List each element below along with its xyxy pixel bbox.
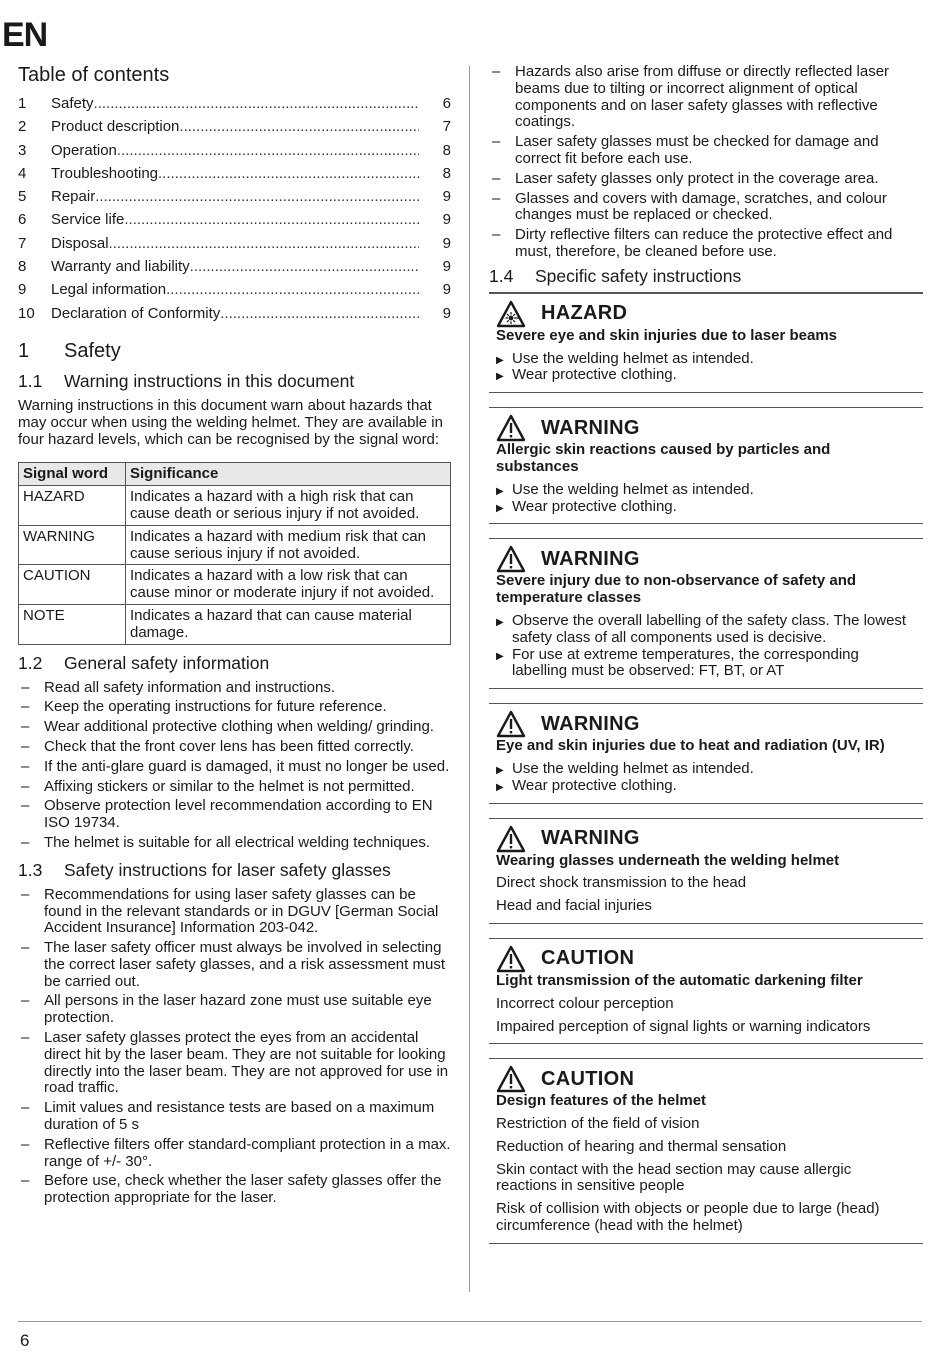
action-item: ▶ Use the welding helmet as intended. [496,761,916,778]
action-item: ▶ Use the welding helmet as intended. [496,351,916,368]
toc-item[interactable] [18,142,451,165]
table-row [19,486,451,526]
subsection-number: 1.1 [18,370,43,391]
toc-item-page: 6 [442,95,451,112]
toc-item[interactable] [18,165,451,188]
language-code: EN [2,16,48,54]
consequence-text: Impaired perception of signal lights or warning indicators [496,1017,871,1035]
toc-leader-dots [95,188,419,205]
consequence-text: Restriction of the field of vision [496,1115,700,1133]
subsection-heading [18,860,451,881]
table-cell: Indicates a hazard with a high risk that can cause death or serious injury if not avoided. [126,486,451,526]
consequence-text: Direct shock transmission to the head [496,874,747,892]
action-item: ▶ Wear protective clothing. [496,367,916,384]
warning-box [489,818,923,924]
toc-item-number: 3 [18,141,27,159]
toc-item-number: 6 [18,211,27,229]
table-header-row [19,463,451,486]
subsection-title: General safety information [64,652,270,673]
right-column [489,62,923,1258]
hazard-subtitle: Wearing glasses underneath the welding helmet [496,851,840,869]
toc-leader-dots [117,142,419,159]
toc-item[interactable] [18,118,451,141]
toc-item-label: Operation [51,141,117,159]
action-item: ▶ Wear protective clothing. [496,499,916,516]
laser-warning-icon [496,300,526,328]
list-item: – If the anti-glare guard is damaged, it must no longer be used. [18,759,451,776]
action-item: ▶ Observe the overall labelling of the safety class. The lowest safety class of all components used is decisive. [496,613,916,647]
toc-item-number: 9 [18,281,27,299]
table-row [19,604,451,644]
action-item: ▶ Wear protective clothing. [496,778,916,795]
signal-word: CAUTION [541,1067,635,1090]
signal-word: WARNING [541,712,640,735]
toc-item-page: 9 [442,281,451,299]
toc-leader-dots [190,258,419,275]
toc-list [18,95,451,328]
warning-box [489,703,923,803]
list-item: – Recommendations for using laser safety glasses can be found in the relevant standards or in DGUV [German Social Accident Insurance] Information 203-042. [18,887,451,937]
consequence-text: Skin contact with the head section may cause allergic reactions in sensitive people [496,1160,852,1195]
toc-item-page: 8 [442,141,451,159]
consequence-text: Reduction of hearing and thermal sensation [496,1137,787,1155]
action-list [496,761,916,795]
table-cell: Indicates a hazard that can cause material damage. [126,604,451,644]
toc-item[interactable] [18,258,451,281]
list-item: – Observe protection level recommendation according to EN ISO 19734. [18,798,451,832]
list-item: – Limit values and resistance tests are based on a maximum duration of 5 s [18,1100,451,1134]
toc-leader-dots [166,281,419,298]
box-header [496,825,916,853]
toc-item-label: Declaration of Conformity [51,304,221,322]
signal-word: WARNING [541,827,640,850]
signal-word: HAZARD [541,302,628,325]
table-cell: WARNING [19,525,126,565]
consequence-text: Risk of collision with objects or people due to large (head) circumference (head with the helmet) [496,1200,880,1235]
signal-word-table [18,462,451,644]
hazard-subtitle: Eye and skin injuries due to heat and radiation (UV, IR) [496,737,885,755]
list-item: – Laser safety glasses protect the eyes from an accidental direct hit by the laser beam. They are not suitable for looking directly into the laser beam. They are not approved for use in road traffic. [18,1030,451,1097]
toc-item-number: 2 [18,118,27,136]
caution-box [489,938,923,1044]
warning-triangle-icon [496,945,526,973]
toc-title: Table of contents [18,64,170,86]
list-item: – Hazards also arise from diffuse or directly reflected laser beams due to tilting or incorrect alignment of optical components and on laser safety glasses with reflective coatings. [489,64,923,131]
toc-item-number: 4 [18,164,27,182]
section-title: Safety [64,339,121,362]
warning-box [489,538,923,689]
box-header [496,1065,916,1093]
toc-leader-dots [158,165,419,182]
list-item: – The helmet is suitable for all electrical welding techniques. [18,835,451,852]
toc-item[interactable] [18,281,451,304]
subsection-title: Warning instructions in this document [64,370,355,391]
table-header-cell: Significance [126,463,451,486]
table-header-cell: Signal word [19,463,126,486]
list-item: – Reflective filters offer standard-compliant protection in a max. range of +/- 30°. [18,1137,451,1171]
table-cell: Indicates a hazard with a low risk that can cause minor or moderate injury if not avoided. [126,565,451,605]
table-row [19,565,451,605]
list-item: – Check that the front cover lens has been fitted correctly. [18,739,451,756]
hazard-subtitle: Design features of the helmet [496,1092,707,1110]
toc-item-label: Troubleshooting [51,164,159,182]
subsection-number: 1.4 [489,265,514,286]
warning-box [489,407,923,524]
toc-item-label: Legal information [51,281,167,299]
action-item: ▶ For use at extreme temperatures, the corresponding labelling must be observed: FT, BT, or AT [496,647,916,681]
toc-item-label: Disposal [51,234,109,252]
consequence-text: Head and facial injuries [496,897,652,915]
toc-leader-dots [220,305,419,322]
action-list [496,482,916,516]
action-list [496,613,916,680]
toc-item-number: 1 [18,95,27,112]
toc-item-label: Service life [51,211,125,229]
hazard-subtitle: Light transmission of the automatic darkening filter [496,971,863,989]
intro-paragraph: Warning instructions in this document warn about hazards that may occur when using the welding helmet. They are available in four hazard levels, which can be recognised by the signal word: [18,396,443,448]
toc-item-label: Warranty and liability [51,258,190,276]
section-number: 1 [18,339,30,362]
toc-leader-dots [124,211,419,228]
left-column [18,62,451,1210]
laser-safety-list [18,887,451,1207]
box-header [496,300,916,328]
toc-item[interactable] [18,95,451,118]
warning-triangle-icon [496,545,526,573]
list-item: – Dirty reflective filters can reduce the protective effect and must, therefore, be cleaned before use. [489,227,923,261]
hazard-subtitle: Severe eye and skin injuries due to laser beams [496,326,837,344]
table-cell: Indicates a hazard with medium risk that can cause serious injury if not avoided. [126,525,451,565]
list-item: – Keep the operating instructions for future reference. [18,699,451,716]
list-item: – The laser safety officer must always be involved in selecting the correct laser safety glasses, and a risk assessment must be carried out. [18,940,451,990]
warning-triangle-icon [496,1065,526,1093]
subsection-heading [18,371,451,392]
hazard-box [489,292,923,393]
hazard-subtitle: Allergic skin reactions caused by particles and substances [496,441,831,475]
toc-item-page: 9 [442,211,451,229]
page-number: 6 [20,1331,30,1350]
toc-item-number: 7 [18,234,27,252]
subsection-number: 1.3 [18,859,43,880]
toc-item-number: 10 [18,304,35,322]
subsection-heading [18,653,451,674]
toc-item-label: Safety [51,95,94,112]
list-item: – Affixing stickers or similar to the helmet is not permitted. [18,779,451,796]
general-safety-list [18,680,451,852]
list-item: – Glasses and covers with damage, scratches, and colour changes must be replaced or checked. [489,191,923,225]
consequence-text: Incorrect colour perception [496,994,674,1012]
toc-item-page: 8 [442,164,451,182]
toc-item-page: 7 [442,118,451,136]
table-cell: NOTE [19,604,126,644]
toc-item-label: Repair [51,188,96,206]
subsection-title: Safety instructions for laser safety glasses [64,859,391,880]
signal-word: WARNING [541,416,640,439]
list-item: – All persons in the laser hazard zone must use suitable eye protection. [18,993,451,1027]
box-header [496,545,916,573]
hazard-subtitle: Severe injury due to non-observance of safety and temperature classes [496,572,857,607]
box-header [496,414,916,442]
box-header [496,710,916,738]
subsection-number: 1.2 [18,652,43,673]
toc-item[interactable] [18,211,451,234]
table-row [19,525,451,565]
toc-item-number: 5 [18,188,27,206]
subsection-title: Specific safety instructions [535,265,742,286]
column-divider [469,66,470,1292]
toc-leader-dots [109,235,419,252]
signal-word: CAUTION [541,947,635,970]
box-header [496,945,916,973]
warning-triangle-icon [496,414,526,442]
footer-divider [18,1321,922,1322]
signal-word: WARNING [541,547,640,570]
action-item: ▶ Use the welding helmet as intended. [496,482,916,499]
list-item: – Before use, check whether the laser safety glasses offer the protection appropriate for the laser. [18,1173,451,1207]
list-item: – Wear additional protective clothing when welding/ grinding. [18,719,451,736]
toc-item[interactable] [18,235,451,258]
caution-box [489,1058,923,1244]
list-item: – Laser safety glasses only protect in the coverage area. [489,171,923,188]
warning-triangle-icon [496,825,526,853]
toc-item-page: 9 [442,188,451,206]
toc-leader-dots [94,95,419,112]
list-item: – Laser safety glasses must be checked for damage and correct fit before each use. [489,134,923,168]
toc-item-label: Product description [51,118,180,136]
laser-safety-list-continued [489,64,923,261]
toc-item[interactable] [18,188,451,211]
toc-item-page: 9 [442,304,451,322]
toc-item[interactable] [18,305,451,328]
toc-item-page: 9 [442,258,451,276]
toc-item-page: 9 [442,234,451,252]
table-cell: HAZARD [19,486,126,526]
table-cell: CAUTION [19,565,126,605]
section-heading [18,340,451,363]
warning-triangle-icon [496,710,526,738]
list-item: – Read all safety information and instructions. [18,680,451,697]
toc-item-number: 8 [18,258,27,276]
toc-leader-dots [179,118,419,135]
subsection-heading [489,266,923,287]
action-list [496,351,916,385]
